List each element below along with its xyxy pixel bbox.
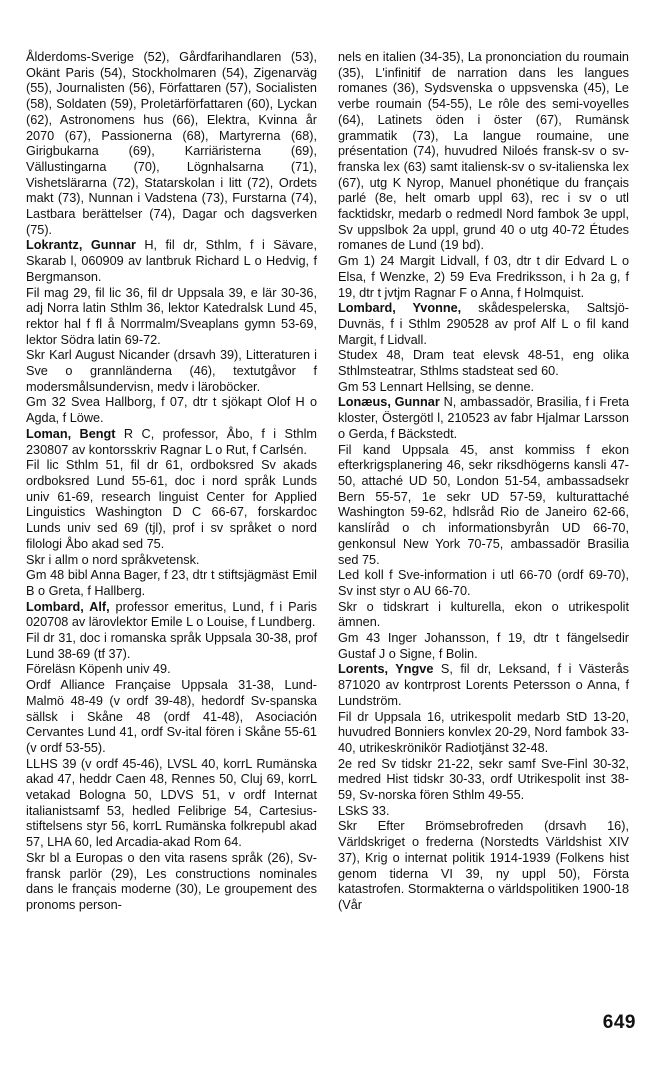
entry-text: Led koll f Sve-information i utl 66-70 (ordf 69-70), Sv inst styr o AU 66-70. [338,568,629,598]
entry-text: LLHS 39 (v ordf 45-46), LVSL 40, korrL Rumänska akad 47, heddr Caen 48, Rennes 50, Cluj 69, korrL vetakad Bologna 50, LDVS 51, v ordf Internat italianistsamf 53, hedled Felibrige 54, Cartesius-stiftelsens styr 56, korrL Rumänska folkrepubl akad 57, LHA 60, led Arcadia-akad Rom 64. [26,756,317,850]
entry-text: Skr Karl August Nicander (drsavh 39), Litteraturen i Sve o grannländerna (46), textutgåvor f modersmålsundervisn, medv i läroböcker. [26,348,317,394]
entry-text: LSkS 33. [338,803,390,818]
entry-paragraph [338,301,629,348]
entry-text: nels en italien (34-35), La prononciation du roumain (35), L'infinitif de narration dans les langues romanes (36), Sydsvenska o uppsvenska (45), Le verbe roumain (54-55), Le rôle des semi-voyelles (64), Latinets öden i öster (67), Rumänsk grammatik (73), La langue roumaine, une présentation (74), huvudred Niloés fransk-sv o sv-franska lex (63) samt italiensk-sv o sv-italienska lex (67), utg K Nyrop, Manuel phonétique du français parlé (8e, helt omarb uppl 63), rec i sv o utl facktidskr, medarb o redmedl Nord fambok 3e uppl, Sv uppslbok 2a uppl, grund 40 o utg 40-72 Études romanes de Lund (19 bd). [338,50,629,253]
entry-headword: Lombard, Yvonne, [338,301,462,316]
entry-headword: Lonæus, Gunnar [338,395,440,410]
entry-text: Skr i allm o nord språkvetensk. [26,552,200,567]
entry-text: N, ambassadör, Brasilia, f i Freta kloster, Östergötl l, 210523 av fabr Hjalmar Larsson o Gerda, f Bäckstedt. [338,395,630,441]
entry-paragraph [26,427,317,458]
entry-text: Skr o tidskrart i kulturella, ekon o utrikespolit ämnen. [338,599,629,630]
entry-text: 2e red Sv tidskr 21-22, sekr samf Sve-Finl 30-32, medred Hist tidskr 30-33, ordf Utrikespolit inst 38-59, Sv-norska fören Sthlm 49-55. [338,756,629,803]
entry-paragraph [26,631,317,662]
entry-text: Skr Efter Brömsebrofreden (drsavh 16), Världskriget o frederna (Norstedts Världshist XIV 37), Krig o internat politik 1914-1939 (Folkens hist genom tiderna VI 39, ny uppl 50), Första katastrofen. Stormakterna o världspolitiken 1900-18 (Vår [338,819,629,912]
entry-headword: Lorents, Yngve [338,662,434,677]
entry-text: Gm 43 Inger Johansson, f 19, dtr t fängelsedir Gustaf J o Signe, f Bolin. [338,631,629,661]
entry-paragraph [338,348,629,379]
entry-paragraph [26,458,317,552]
entry-text: Gm 53 Lennart Hellsing, se denne. [338,379,535,394]
entry-text: R C, professor, Åbo, f i Sthlm 230807 av kontorsskriv Ragnar L o Rut, f Carlsén. [26,426,317,457]
entry-paragraph [338,631,629,662]
entry-text: Studex 48, Dram teat elevsk 48-51, eng olika Sthlmsteatrar, Sthlms stadsteat sed 60. [338,348,629,379]
entry-paragraph [338,50,629,254]
entry-paragraph [338,710,629,757]
entry-paragraph [338,568,629,599]
entry-text: Gm 1) 24 Margit Lidvall, f 03, dtr t dir Edvard L o Elsa, f Wenzke, 2) 59 Eva Fredriksson, i h 2a g, f 19, dtr t jvtjm Ragnar F o Anna, f Holmquist. [338,254,629,300]
entry-text: professor emeritus, Lund, f i Paris 020708 av lärovlektor Emile L o Louise, f Lundberg. [26,599,317,630]
entry-headword: Lokrantz, Gunnar [26,238,136,253]
entry-text: H, fil dr, Sthlm, f i Sävare, Skarab l, 060909 av lantbruk Richard L o Hedvig, f Bergmanson. [26,238,318,284]
entry-text: S, fil dr, Leksand, f i Västerås 871020 av kontrprost Lorents Petersson o Anna, f Lundström. [338,662,629,708]
entry-paragraph [338,443,629,569]
entry-paragraph [26,662,317,678]
entry-paragraph [26,757,317,851]
entry-text: skådespelerska, Saltsjö-Duvnäs, f i Sthlm 290528 av prof Alf L o fil kand Margit, f Lidvall. [338,301,629,347]
entry-paragraph [26,50,317,238]
entry-text: Gm 32 Svea Hallborg, f 07, dtr t sjökapt Olof H o Agda, f Löwe. [26,395,317,426]
entry-text: Ordf Alliance Française Uppsala 31-38, Lund-Malmö 48-49 (v ordf 39-48), hedordf Sv-spanska sällsk i Skåne 48 (ordf 41-48), Asociación Cervantes Lund 41, ordf Sv-ital fören i Skåne 55-61 (v ordf 53-55). [26,678,317,755]
entry-text: Föreläsn Köpenh univ 49. [26,662,171,677]
entry-paragraph [338,600,629,631]
entry-paragraph [26,286,317,349]
entry-paragraph [338,757,629,804]
entry-paragraph [338,804,629,820]
entry-paragraph [26,678,317,757]
left-column [26,50,317,914]
entry-paragraph [26,600,317,631]
entry-text: Ålderdoms-Sverige (52), Gårdfarihandlaren (53), Okänt Paris (54), Stockholmaren (54), Zigenarväg (55), Journalisten (56), Författaren (57), Socialisten (58), Soldaten (59), Proletärförfattaren (60), Lyckan (62), Astronomens hus (66), Elektra, Kvinna år 2070 (67), Passionerna (68), Martyrerna (68), Girigbukarna (69), Karriäristerna (69), Vällustingarna (70), Lögnhalsarna (71), Vishetslärarna (72), Statarskolan i litt (72), Ordets makt (73), Nunnan i Vadstena (73), Furstarna (74), Lastbara berättelser (74), Dagar och dagsverken (75). [26,50,317,237]
entry-text: Skr bl a Europas o den vita rasens språk (26), Sv-fransk parlör (29), Les constructions nominales dans le français moderne (30), Le groupement des pronoms person- [26,850,317,912]
page-number: 649 [602,1012,636,1033]
entry-paragraph [338,662,629,709]
entry-paragraph [338,254,629,301]
entry-paragraph [26,851,317,914]
entry-paragraph [26,395,317,426]
entry-text: Fil kand Uppsala 45, anst kommiss f ekon efterkrigsplanering 46, sekr riksdhögerns kansli 47-50, attaché UD 50, London 51-54, ambassadsekr Bern 55-57, 1e sekr UD 57-59, kulturattaché Washington 59-62, hdlsråd Rio de Janeiro 62-66, kanslíråd o ch informationsbyrån UD 66-70, genkonsul New York 70-75, ambassadör Brasilia sed 75. [338,442,629,567]
entry-paragraph [338,395,629,442]
entry-paragraph [338,380,629,396]
entry-paragraph [338,819,629,913]
entry-paragraph [26,553,317,569]
entry-paragraph [26,238,317,285]
entry-text: Fil dr 31, doc i romanska språk Uppsala 30-38, prof Lund 38-69 (tf 37). [26,631,317,661]
entry-paragraph [26,568,317,599]
entry-headword: Loman, Bengt [26,426,116,441]
entry-text: Gm 48 bibl Anna Bager, f 23, dtr t stiftsjägmäst Emil B o Greta, f Hallberg. [26,568,317,598]
entry-text: Fil lic Sthlm 51, fil dr 61, ordboksred Sv akads ordboksred Lund 55-61, doc i nord språk Lunds univ 61-69, research linguist Center for Applied Linguistics Washington D C 66-67, forskardoc Lunds univ sed 69 (tjl), prof i sv språket o nord filologi Åbo akad sed 75. [26,458,317,551]
entry-paragraph [26,348,317,395]
right-column [338,50,629,914]
entry-text: Fil mag 29, fil lic 36, fil dr Uppsala 39, e lär 30-36, adj Norra latin Sthlm 36, lektor Katedralsk Lund 45, rektor hal f fl å Norrmalm/Sveaplans gymn 53-69, lektor Södra latin 69-72. [26,285,317,347]
entry-headword: Lombard, Alf, [26,599,110,614]
entry-text: Fil dr Uppsala 16, utrikespolit medarb StD 13-20, huvudred Bonniers konvlex 20-29, Nord fambok 33-40, utrikeskrönikör Radiotjänst 32-48. [338,709,629,755]
